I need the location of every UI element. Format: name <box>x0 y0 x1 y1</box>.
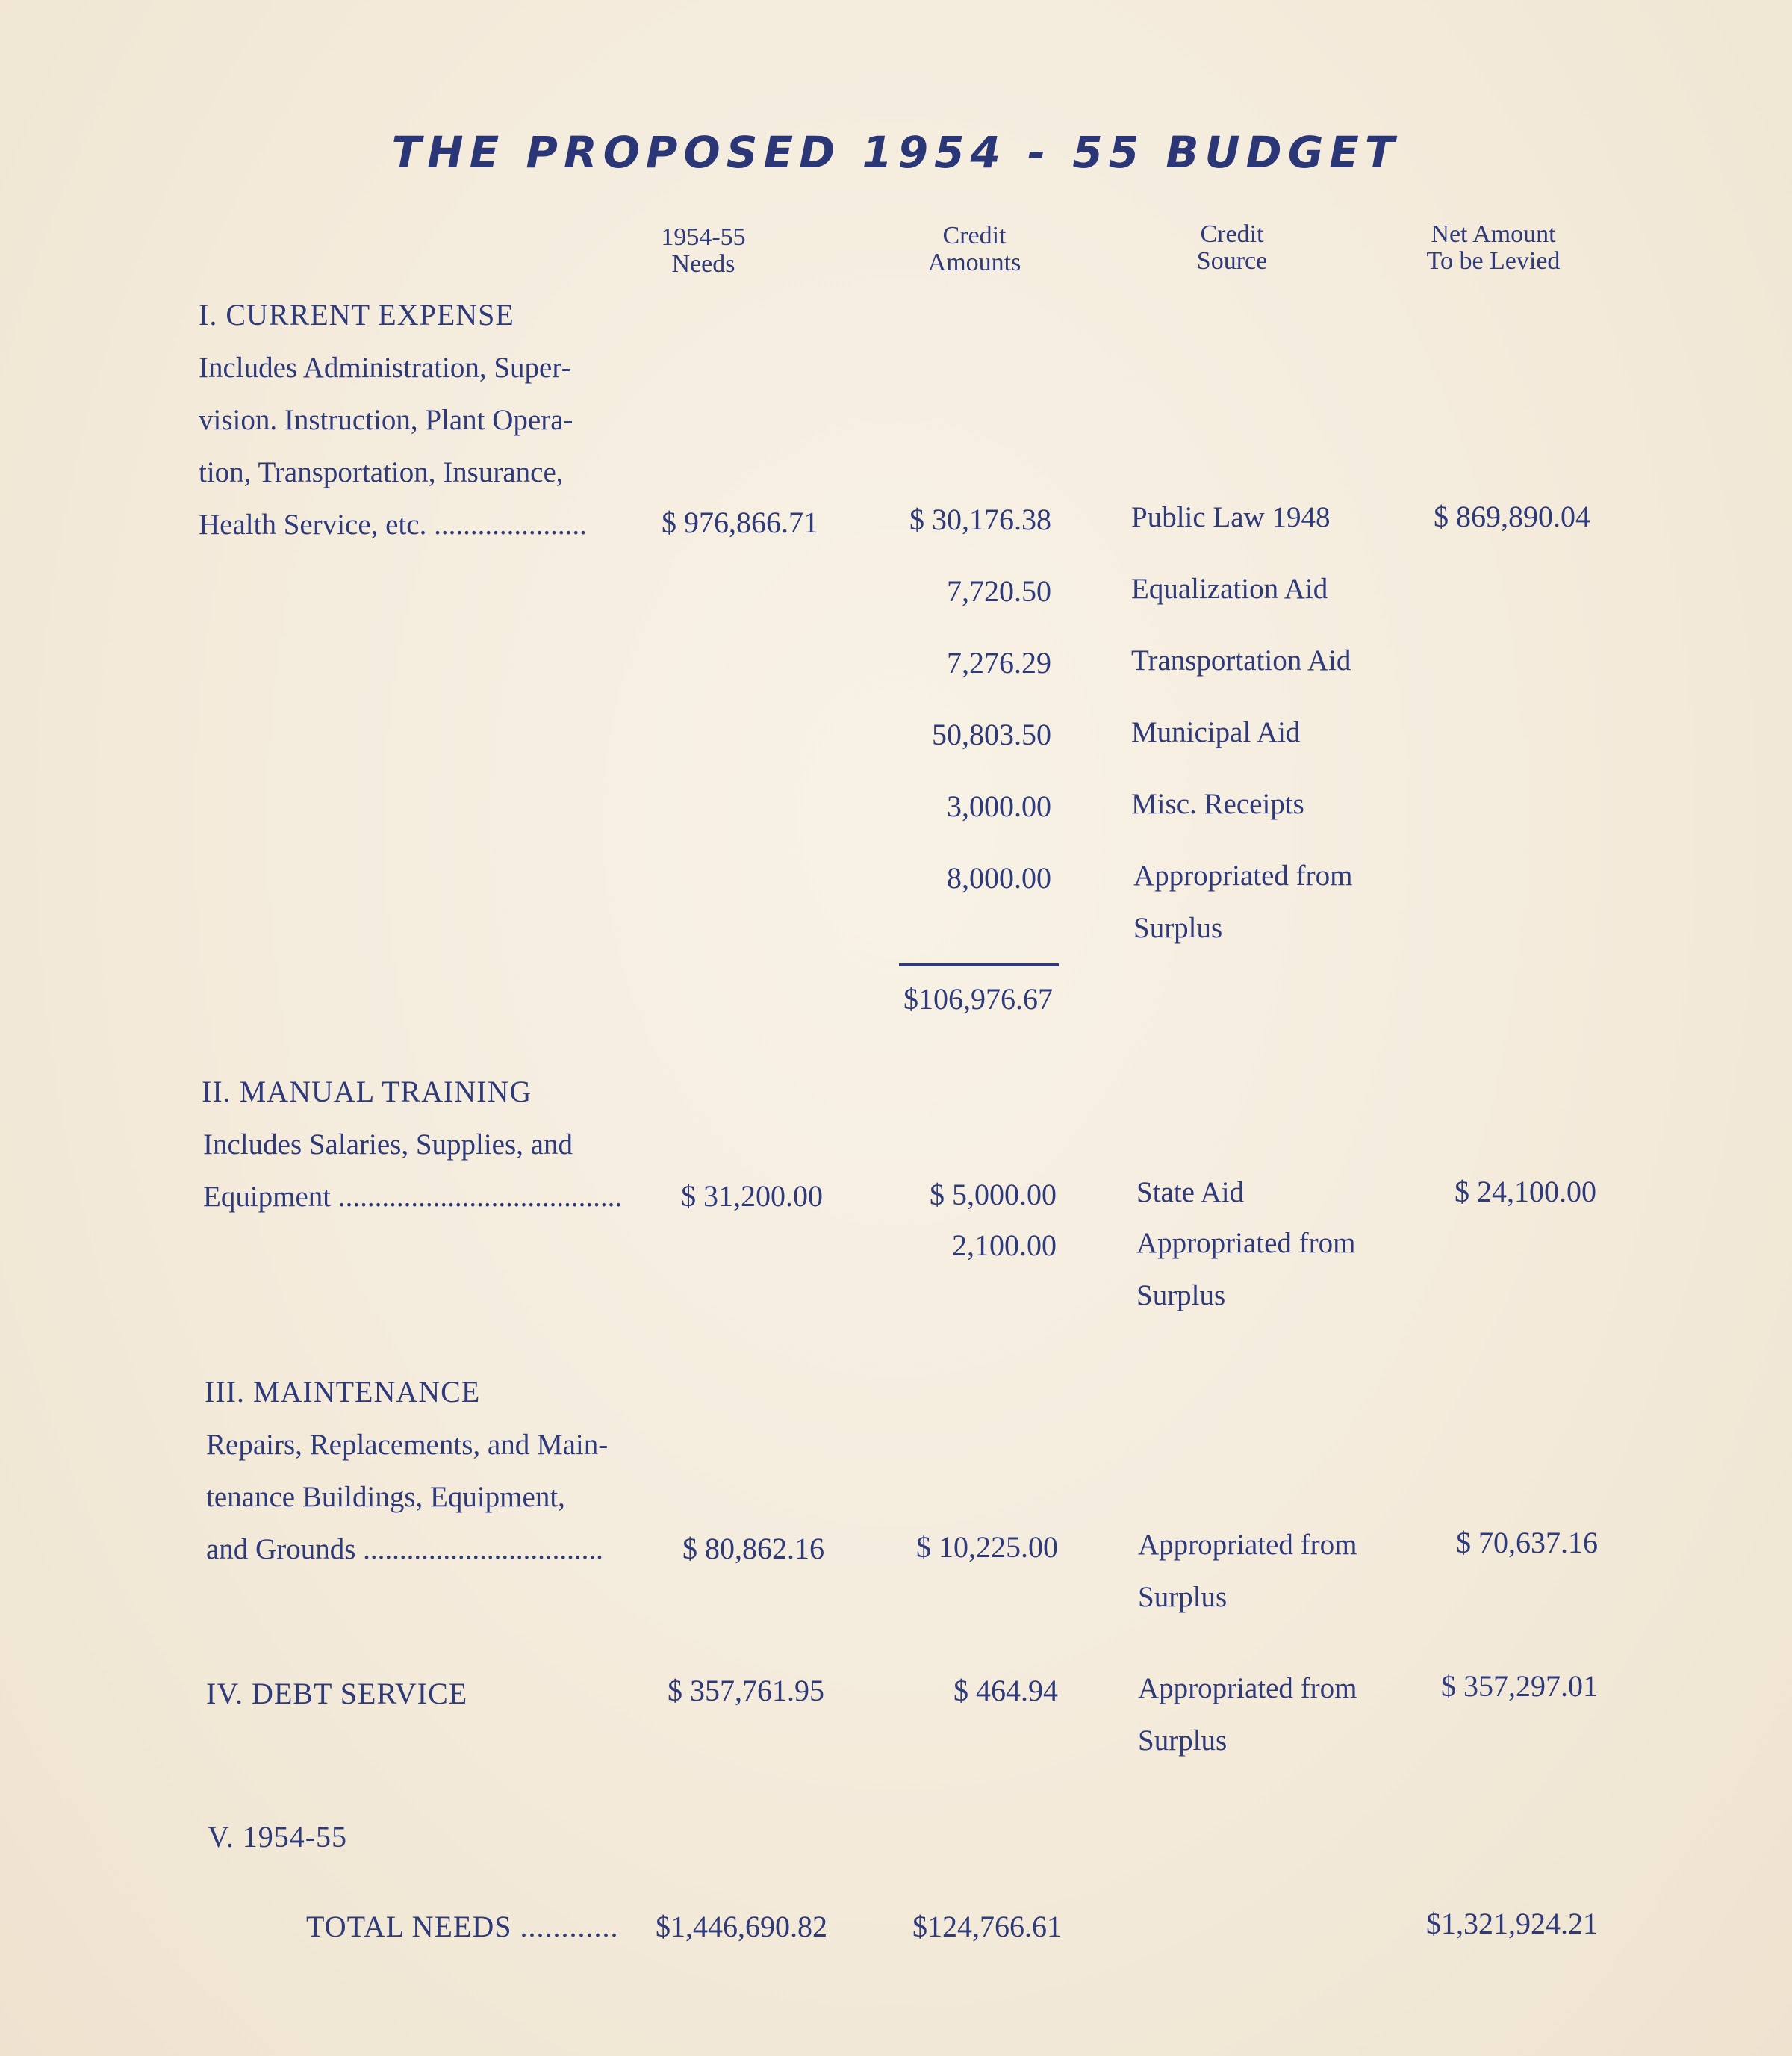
current-expense-source-1: Public Law 1948 <box>1131 501 1331 533</box>
current-expense-credit-1: $ 30,176.38 <box>909 503 1051 536</box>
maintenance-desc-1: Repairs, Replacements, and Main- <box>206 1429 609 1461</box>
current-expense-source-6-cont: Surplus <box>1133 912 1223 944</box>
manual-training-needs: $ 31,200.00 <box>681 1179 823 1213</box>
current-expense-credit-3: 7,276.29 <box>947 646 1051 680</box>
page-title: THE PROPOSED 1954 - 55 BUDGET <box>391 127 1401 178</box>
header-credit-source-line2: Source <box>1196 247 1268 275</box>
header-credit-source-line1: Credit <box>1200 220 1264 248</box>
debt-service-needs: $ 357,761.95 <box>668 1674 824 1707</box>
header-credit-amounts-line1: Credit <box>942 222 1007 249</box>
section-current-expense-heading: I. CURRENT EXPENSE <box>199 298 514 332</box>
header-needs-line1: 1954-55 <box>661 223 746 251</box>
debt-service-credit: $ 464.94 <box>953 1674 1058 1707</box>
current-expense-source-5: Misc. Receipts <box>1131 788 1304 820</box>
current-expense-desc-1: Includes Administration, Super- <box>199 352 571 384</box>
total-needs-amount: $1,446,690.82 <box>656 1910 827 1943</box>
current-expense-source-6: Appropriated from <box>1133 860 1353 892</box>
current-expense-credit-4: 50,803.50 <box>932 718 1051 751</box>
header-net-amount-line2: To be Levied <box>1426 247 1561 275</box>
maintenance-net: $ 70,637.16 <box>1456 1526 1598 1559</box>
current-expense-needs: $ 976,866.71 <box>662 506 818 539</box>
current-expense-credit-2: 7,720.50 <box>947 574 1051 608</box>
maintenance-source: Appropriated from <box>1138 1529 1357 1561</box>
manual-training-source-2-cont: Surplus <box>1136 1279 1226 1311</box>
maintenance-needs: $ 80,862.16 <box>682 1532 824 1565</box>
current-expense-source-4: Municipal Aid <box>1131 716 1301 748</box>
header-needs <box>629 224 778 278</box>
manual-training-credit-2: 2,100.00 <box>952 1229 1057 1262</box>
current-expense-source-2: Equalization Aid <box>1131 573 1328 605</box>
manual-training-credit-1: $ 5,000.00 <box>930 1178 1057 1211</box>
header-needs-line2: Needs <box>671 250 735 278</box>
section-maintenance-heading: III. MAINTENANCE <box>205 1375 481 1409</box>
section-total-heading: V. 1954-55 <box>208 1820 348 1854</box>
current-expense-credit-total: $106,976.67 <box>903 982 1053 1016</box>
current-expense-credit-5: 3,000.00 <box>947 789 1051 823</box>
current-expense-net: $ 869,890.04 <box>1434 500 1590 533</box>
manual-training-desc-2: Equipment ....................................... <box>203 1181 623 1213</box>
maintenance-desc-2: tenance Buildings, Equipment, <box>206 1481 565 1513</box>
debt-service-source: Appropriated from <box>1138 1672 1357 1704</box>
current-expense-desc-4: Health Service, etc. ..................... <box>199 509 587 541</box>
manual-training-desc-1: Includes Salaries, Supplies, and <box>203 1128 573 1161</box>
maintenance-desc-3: and Grounds ................................. <box>206 1533 603 1565</box>
manual-training-source-1: State Aid <box>1136 1176 1245 1208</box>
current-expense-desc-3: tion, Transportation, Insurance, <box>199 456 564 488</box>
credit-subtotal-rule <box>899 963 1059 966</box>
maintenance-source-cont: Surplus <box>1138 1581 1228 1613</box>
total-needs-label: TOTAL NEEDS ............ <box>306 1910 619 1943</box>
total-net-amount: $1,321,924.21 <box>1426 1907 1598 1940</box>
header-credit-amounts-line2: Amounts <box>927 249 1021 276</box>
section-debt-service-heading: IV. DEBT SERVICE <box>206 1677 468 1710</box>
debt-service-net: $ 357,297.01 <box>1441 1669 1598 1703</box>
current-expense-desc-2: vision. Instruction, Plant Opera- <box>199 404 573 436</box>
total-credit-amount: $124,766.61 <box>912 1910 1062 1943</box>
header-net-amount-line1: Net Amount <box>1431 220 1556 248</box>
header-net-amount <box>1404 221 1583 275</box>
current-expense-source-3: Transportation Aid <box>1131 645 1351 677</box>
header-credit-source <box>1157 221 1307 275</box>
header-credit-amounts <box>900 223 1049 276</box>
section-manual-training-heading: II. MANUAL TRAINING <box>202 1075 532 1108</box>
manual-training-source-2: Appropriated from <box>1136 1227 1356 1259</box>
maintenance-credit: $ 10,225.00 <box>916 1530 1058 1564</box>
current-expense-credit-6: 8,000.00 <box>947 861 1051 895</box>
debt-service-source-cont: Surplus <box>1138 1724 1228 1757</box>
manual-training-net: $ 24,100.00 <box>1455 1175 1596 1208</box>
